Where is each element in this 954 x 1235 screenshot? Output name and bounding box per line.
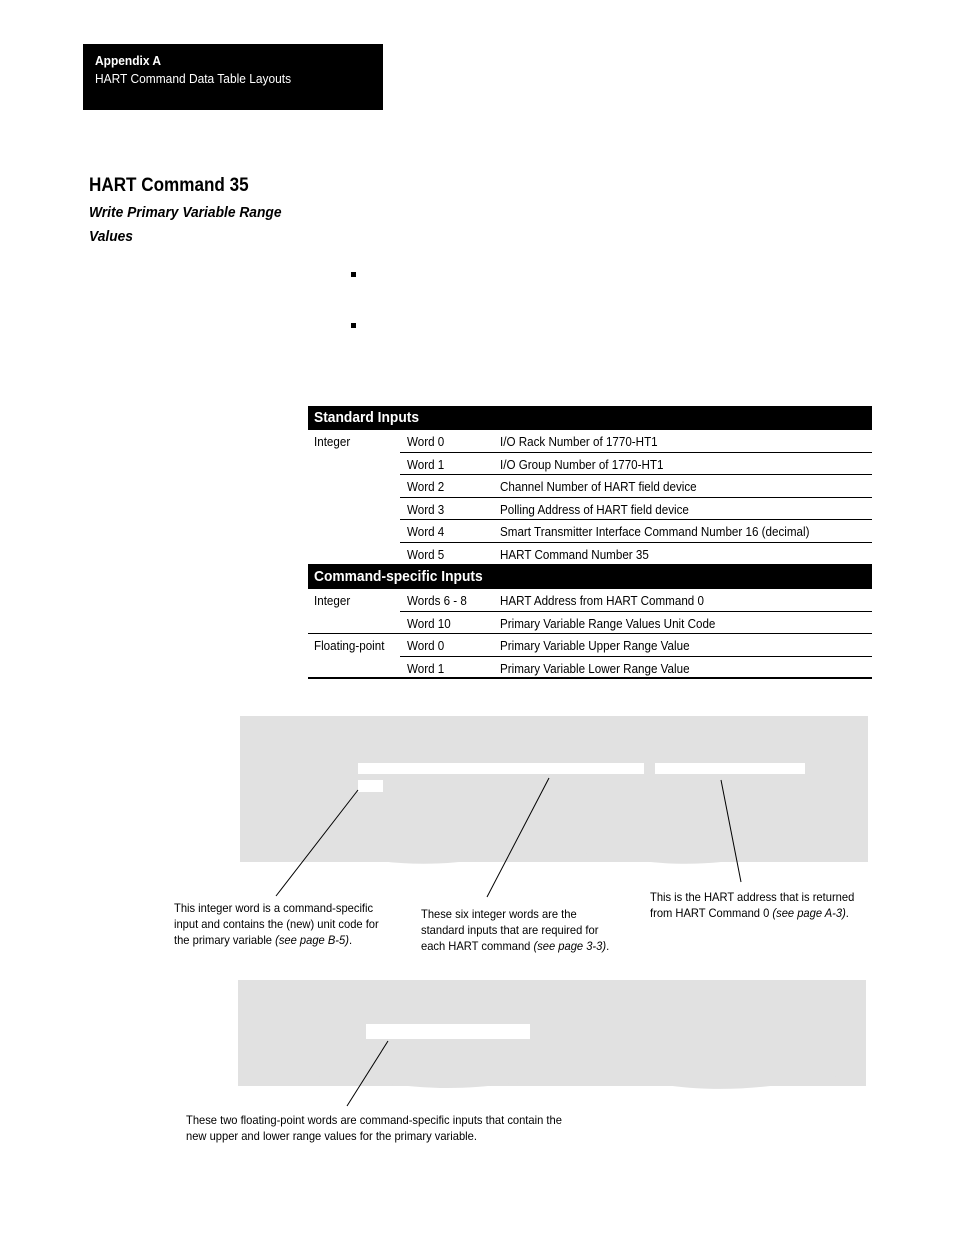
row-description-cell: Polling Address of HART field device bbox=[500, 502, 689, 517]
section-title: HART Command 35 bbox=[89, 175, 249, 196]
callout-hart-address: This is the HART address that is returned from HART Command 0 (see page A-3). bbox=[650, 890, 855, 920]
row-word-cell: Words 6 - 8 bbox=[407, 594, 467, 608]
row-word-cell: Word 1 bbox=[407, 661, 445, 676]
row-description-cell: I/O Group Number of 1770-HT1 bbox=[500, 457, 664, 472]
row-word-cell: Word 1 bbox=[407, 457, 445, 472]
appendix-label: Appendix A bbox=[95, 53, 162, 68]
row-description-cell: Channel Number of HART field device bbox=[500, 480, 697, 494]
row-word-cell: Word 5 bbox=[407, 547, 445, 562]
row-word-cell: Word 10 bbox=[407, 616, 451, 631]
command-specific-inputs-header: Command-specific Inputs bbox=[308, 565, 872, 589]
leader-line bbox=[487, 778, 549, 897]
row-description-cell: HART Command Number 35 bbox=[500, 547, 649, 562]
row-word-cell: Word 0 bbox=[407, 435, 445, 449]
row-type-cell: Floating-point bbox=[314, 639, 385, 653]
callout-standard-inputs: These six integer words are the standard inputs that are required for each HART command (see page 3-3). bbox=[421, 907, 610, 953]
row-word-cell: Word 2 bbox=[407, 480, 445, 494]
row-word-cell: Word 3 bbox=[407, 502, 445, 517]
callout-unit-code: This integer word is a command-specific input and contains the (new) unit code for the primary variable (see page B-5). bbox=[174, 901, 379, 947]
row-description-cell: I/O Rack Number of 1770-HT1 bbox=[500, 435, 658, 449]
row-description-cell: Primary Variable Range Values Unit Code bbox=[500, 616, 716, 631]
row-description-cell: Smart Transmitter Interface Command Number 16 (decimal) bbox=[500, 525, 810, 539]
leader-line bbox=[276, 790, 358, 896]
leader-line bbox=[721, 780, 741, 882]
row-word-cell: Word 0 bbox=[407, 639, 445, 653]
row-description-cell: HART Address from HART Command 0 bbox=[500, 594, 704, 608]
callout-floating-point: These two floating-point words are command-specific inputs that contain the new upper and lower range values for the primary variable. bbox=[186, 1113, 562, 1143]
row-type-cell: Integer bbox=[314, 435, 351, 449]
section-subtitle: Write Primary Variable Range Values bbox=[89, 204, 282, 245]
row-type-cell: Integer bbox=[314, 594, 351, 608]
row-description-cell: Primary Variable Lower Range Value bbox=[500, 661, 690, 676]
row-description-cell: Primary Variable Upper Range Value bbox=[500, 639, 690, 653]
leader-line bbox=[347, 1041, 388, 1106]
standard-inputs-header: Standard Inputs bbox=[308, 406, 872, 430]
row-word-cell: Word 4 bbox=[407, 525, 445, 539]
appendix-subtitle: HART Command Data Table Layouts bbox=[95, 71, 292, 86]
